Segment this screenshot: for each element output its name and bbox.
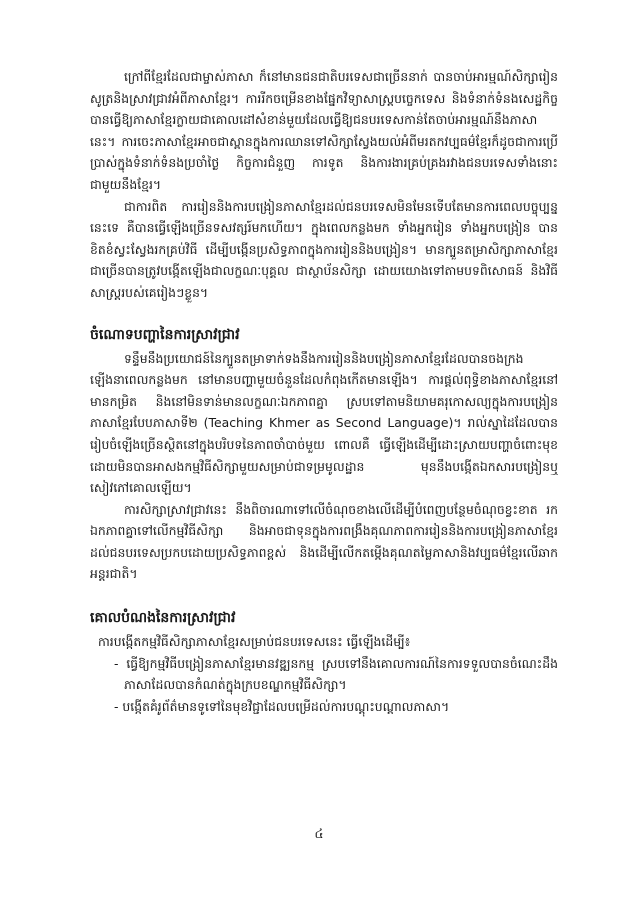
- research-problem-paragraph-1: ទន្ទឹមនឹងប្រយោជន៍នៃក្បួនតម្រាទាក់ទងនឹងការរៀននិងបង្រៀនភាសាខ្មែរដែលបានចងក្រងឡើងនាពេលកន្លងមក នៅមានបញ្ហាមួយចំនួនដែលកំពុងកើតមានឡើង។ ការផ្ដល់ពុទ្ធិខាងភាសាខ្មែរនៅមានកម្រិត និងនៅមិនទាន់មានលក្ខណៈឯកភាពគ្នា ស្របទៅតាមនិយាមគរុកោសល្យក្នុងការបង្រៀនភាសាខ្មែរបែបភាសាទី២ (Teaching Khmer as Second Language)។ រាល់ស្នាដៃដែលបានរៀបចំឡើងច្រើនស្ថិតនៅក្នុងបរិបទនៃភាពចាំបាច់មួយ ពោលគឺ ធ្វើឡើងដើម្បីដោះស្រាយបញ្ហាចំពោះមុខ ដោយមិនបានអាសងកម្មវិធីសិក្សាមួយសម្រាប់ជាទម្រមូលដ្ឋាន មុននឹងបង្កើតឯកសារបង្រៀនឬសៀវភៅគោលឡើយ។: [90, 350, 558, 496]
- document-body: [90, 66, 558, 717]
- section-heading-research-objectives: គោលបំណងនៃការស្រាវជ្រាវ: [90, 610, 236, 627]
- page-number: ៤: [314, 827, 324, 842]
- research-problem-paragraph-2: ការសិក្សាស្រាវជ្រាវនេះ នឹងពិចារណាទៅលើចំណុចខាងលើដើម្បីបំពេញបន្ថែមចំណុចខ្វះខាត រកឯកភាពគ្នាទៅលើកម្មវិធីសិក្សា និងអាចជាទុនក្នុងការពង្រឹងគុណភាពការរៀននិងការបង្រៀនភាសាខ្មែរដល់ជនបរទេសប្រកបដោយប្រសិទ្ធភាពខ្ពស់ និងដើម្បីលើកតម្កើងគុណតម្លៃភាសានិងវប្បធម៌ខ្មែរលើឆាកអន្តរជាតិ។: [90, 501, 558, 582]
- list-item: - ធ្វើឱ្យកម្មវិធីបង្រៀនភាសាខ្មែរមានវឌ្ឍនកម្ម ស្របទៅនឹងគោលការណ៍នៃការទទួលបានចំណេះដឹងភាសាដែលបានកំណត់ក្នុងក្របខណ្ឌកម្មវិធីសិក្សា។: [114, 655, 558, 693]
- intro-paragraph-2: ជាការពិត ការរៀននិងការបង្រៀនភាសាខ្មែរដល់ជនបរទេសមិនមែនទើបតែមានការពេលបច្ចុប្បន្ននេះទេ គឺបានធ្វើឡើងច្រើនទសវត្សរ៍មកហើយ។ ក្នុងពេលកន្លងមក ទាំងអ្នករៀន ទាំងអ្នកបង្រៀន បានខិតខំស្វះស្វែងរកគ្រប់វិធី ដើម្បីបង្កើនប្រសិទ្ធភាពក្នុងការរៀននិងបង្រៀន។ មានក្បួនតម្រាសិក្សាភាសាខ្មែរជាច្រើនបានត្រូវបង្កើតឡើងជាលក្ខណៈបុគ្គល ជាស្ថាប័នសិក្សា ដោយយោងទៅតាមបទពិសោធន៍ និងវិធីសាស្ត្ររបស់គេរៀងៗខ្លួន។: [90, 198, 558, 300]
- list-item: - បង្កើតគំរូព័ត៌មានទូទៅនៃមុខវិជ្ជាដែលបម្រើដល់ការបណ្ដុះបណ្ដាលភាសា។: [114, 698, 450, 714]
- objectives-list: [90, 653, 558, 718]
- objectives-intro: ការបង្កើតកម្មវិធីសិក្សាភាសាខ្មែរសម្រាប់ជនបរទេសនេះ ធ្វើឡើងដើម្បី៖: [98, 634, 411, 650]
- section-heading-research-problem: ចំណោទបញ្ហានៃការស្រាវជ្រាវ: [90, 326, 240, 343]
- intro-paragraph-1: ក្រៅពីខ្មែរដែលជាម្ចាស់ភាសា ក៏នៅមានជនជាតិបរទេសជាច្រើននាក់ បានចាប់អារម្មណ៍សិក្សារៀនសូត្រនិងស្រាវជ្រាវអំពីភាសាខ្មែរ។ ការរីកចម្រើនខាងផ្នែកវិទ្យាសាស្ត្របច្ចេកទេស និងទំនាក់ទំនងសេដ្ឋកិច្ច បានធ្វើឱ្យភាសាខ្មែរក្លាយជាគោលដៅសំខាន់មួយដែលធ្វើឱ្យជនបរទេសកាន់តែចាប់អារម្មណ៍នឹងភាសានេះ។ ការចេះភាសាខ្មែរអាចជាស្ពានក្នុងការឈានទៅសិក្សាស្វែងយល់អំពីមរតកវប្បធម៌ខ្មែរក៏ដូចជាការប្រើប្រាស់ក្នុងទំនាក់ទំនងប្រចាំថ្ងៃ កិច្ចការជំនួញ ការទូត និងការងារគ្រប់គ្រងរវាងជនបរទេសទាំងនោះជាមួយនឹងខ្មែរ។: [90, 69, 558, 192]
